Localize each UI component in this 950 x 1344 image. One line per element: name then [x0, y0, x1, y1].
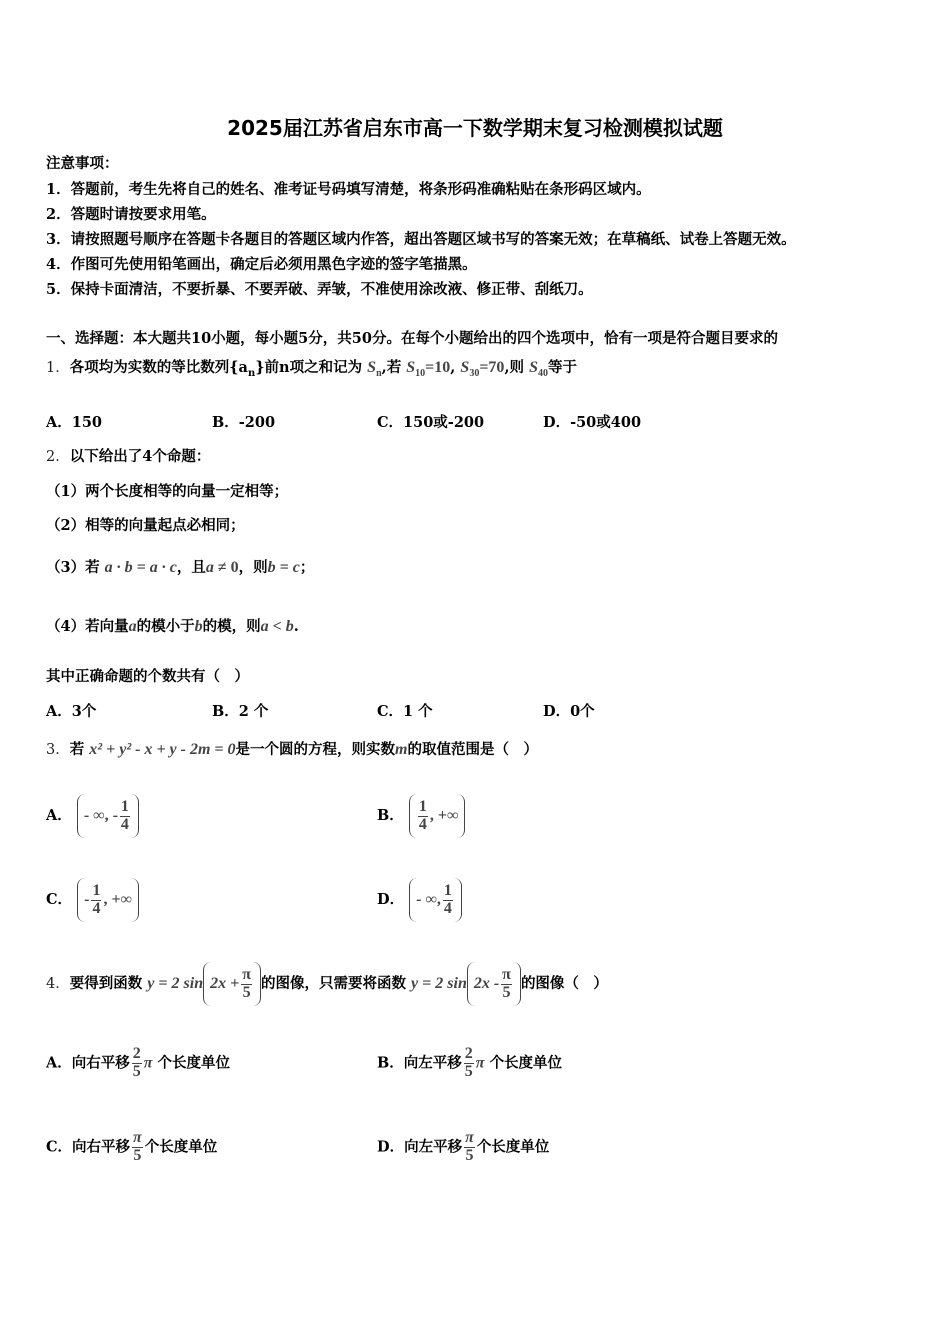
- option-d: D．向左平移 $\frac{\pi}{5}$ 个长度单位: [377, 1129, 550, 1164]
- page-title: 2025届江苏省启东市高一下数学期末复习检测模拟试题: [227, 116, 723, 140]
- notice-item: 1．答题前，考生先将自己的姓名、准考证号码填写清楚，将条形码准确粘贴在条形码区域内。: [46, 181, 651, 198]
- notice-item: 5．保持卡面清洁，不要折暴、不要弄破、弄皱，不准使用涂改液、修正带、刮纸刀。: [46, 281, 593, 298]
- option-c: C．1 个: [377, 703, 433, 720]
- notice-heading: 注意事项：: [46, 155, 119, 172]
- section-heading: 一、选择题：本大题共10小题，每小题5分，共50分。在每个小题给出的四个选项中，恰有一项是符合题目要求的: [46, 330, 778, 347]
- math-expr: $S_{30}$: [460, 359, 480, 379]
- math-expr: $S_n$: [367, 359, 382, 379]
- question-4-stem: 4．要得到函数 y = 2 sin 2x + $\frac{\pi}{5}$ 的图像，只需要将函数 y = 2 sin 2x - $\frac{\pi}{5}$ 的图像（ ）: [46, 962, 608, 1006]
- question-2-ask: 其中正确命题的个数共有（ ）: [46, 668, 249, 685]
- proposition-3: （3）若 a · b = a · c，且a ≠ 0，则b = c；: [46, 559, 315, 576]
- option-a: A．150: [46, 414, 103, 431]
- option-a: A．3个: [46, 703, 97, 720]
- option-c: C．向右平移 $\frac{\pi}{5}$ 个长度单位: [46, 1129, 218, 1164]
- option-a: A．向右平移 $\frac{2}{5}$ π 个长度单位: [46, 1045, 231, 1080]
- option-b: B．2 个: [212, 703, 269, 720]
- math-expr: x² + y² - x + y - 2m = 0: [89, 741, 236, 758]
- option-b: B．-200: [212, 414, 276, 431]
- option-d: D．-50或400: [543, 414, 642, 431]
- notice-item: 4．作图可先使用铅笔画出，确定后必须用黑色字迹的签字笔描黑。: [46, 256, 477, 273]
- notice-item: 3．请按照题号顺序在答题卡各题目的答题区域内作答，超出答题区域书写的答案无效；在草稿纸、试卷上答题无效。: [46, 231, 796, 248]
- option-b: B． $\frac{1}{4}$ , +∞: [377, 794, 465, 838]
- proposition-2: （2）相等的向量起点必相同；: [46, 517, 245, 534]
- option-d: D．0个: [543, 703, 595, 720]
- option-d: D． - ∞, $\frac{1}{4}$: [377, 878, 462, 922]
- math-expr: $S_{40}$: [529, 359, 548, 379]
- question-number: 1．: [46, 360, 70, 376]
- math-expr: $S_{10}$: [406, 359, 426, 379]
- question-2-stem: 2．以下给出了4个命题：: [46, 448, 211, 465]
- option-c: C． - $\frac{1}{4}$ , +∞: [46, 878, 139, 922]
- proposition-4: （4）若向量a的模小于b的模，则a < b.: [46, 618, 299, 635]
- proposition-1: （1）两个长度相等的向量一定相等；: [46, 483, 289, 500]
- question-3-stem: 3．若 x² + y² - x + y - 2m = 0是一个圆的方程，则实数m的取值范围是（ ）: [46, 741, 538, 758]
- option-b: B．向左平移 $\frac{2}{5}$ π 个长度单位: [377, 1045, 563, 1080]
- option-c: C．150或-200: [377, 414, 485, 431]
- question-1-stem: 1．各项均为实数的等比数列$\{a_n\}$前n项之和记为 $S_n$,若 $S_{10}=10$, $S_{30}=70$,则 $S_{40}$等于: [46, 359, 577, 379]
- option-a: A． - ∞, - $\frac{1}{4}$: [46, 794, 139, 838]
- notice-item: 2．答题时请按要求用笔。: [46, 206, 216, 223]
